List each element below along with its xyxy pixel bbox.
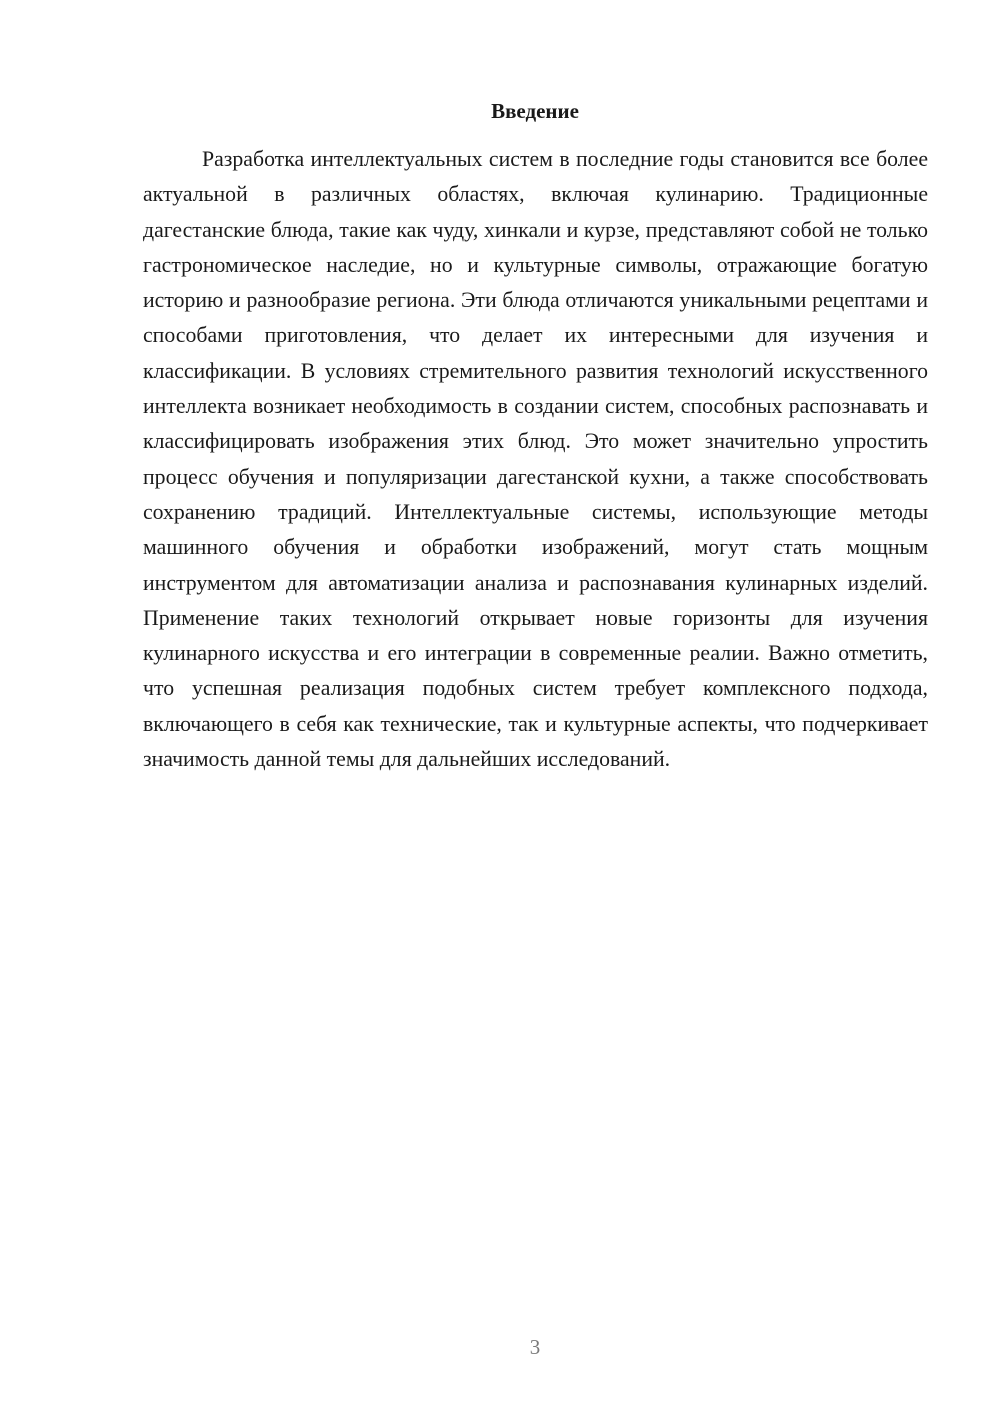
section-heading: Введение — [491, 99, 579, 123]
body-paragraph: Разработка интеллектуальных систем в последние годы становится все более актуальной в различных областях, включая кулинарию. Традиционные дагестанские блюда, такие как чуду, хинкали и курзе, представляют собой не только гастрономическое наследие, но и культурные символы, отражающие богатую историю и разнообразие региона. Эти блюда отличаются уникальными рецептами и способами приготовления, что делает их интересными для изучения и классификации. В условиях стремительного развития технологий искусственного интеллекта возникает необходимость в создании систем, способных распознавать и классифицировать изображения этих блюд. Это может значительно упростить процесс обучения и популяризации дагестанской кухни, а также способствовать сохранению традиций. Интеллектуальные системы, использующие методы машинного обучения и обработки изображений, могут стать мощным инструментом для автоматизации анализа и распознавания кулинарных изделий. Применение таких технологий открывает новые горизонты для изучения кулинарного искусства и его интеграции в современные реалии. Важно отметить, что успешная реализация подобных систем требует комплексного подхода, включающего в себя как технические, так и культурные аспекты, что подчеркивает значимость данной темы для дальнейших исследований. — [143, 147, 928, 772]
page-number: 3 — [529, 1335, 541, 1359]
